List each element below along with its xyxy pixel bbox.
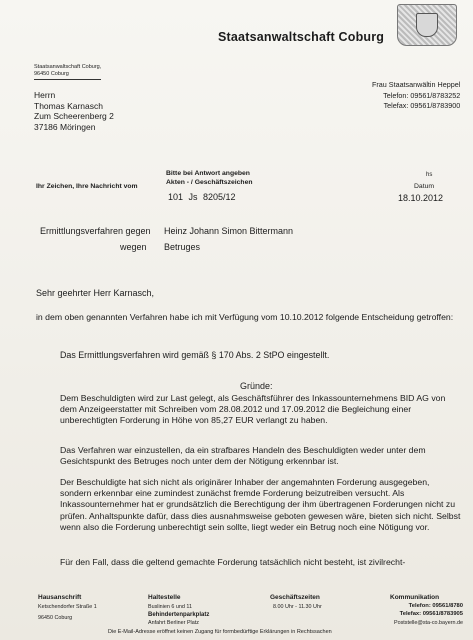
reply-reference-label xyxy=(166,170,253,187)
reasons-paragraph-1: Dem Beschuldigten wird zur Last gelegt, als Geschäftsführer des Inkassounternehmens BID AG von dem Anzeigeerstatter mit Schreiben vom 28.08.2012 und 17.09.2012 die Begleichung einer unberechtigten Forderung in Höhe von 85,27 EUR verlangt zu haben. xyxy=(60,393,446,426)
footer-stop-line: Buslinien 6 und 11 xyxy=(148,604,192,610)
return-address xyxy=(34,64,101,80)
letter-footer xyxy=(38,593,463,640)
reasons-paragraph-4: Für den Fall, dass die geltend gemachte Forderung tatsächlich nicht besteht, ist zivilrecht- xyxy=(60,557,406,567)
file-number: 101 Js 8205/12 xyxy=(168,192,236,202)
footer-stop-line: Behindertenparkplatz xyxy=(148,612,210,618)
return-address-line: Staatsanwaltschaft Coburg, xyxy=(34,64,102,70)
footer-address-line: 96450 Coburg xyxy=(38,615,73,621)
official-fax: Telefax: 09561/8783900 xyxy=(383,101,461,110)
reply-hint: Bitte bei Antwort angeben xyxy=(166,170,250,177)
recipient-salutation: Herrn xyxy=(34,90,56,100)
footer-stop-line: Anfahrt Berliner Platz xyxy=(148,620,199,626)
footer-address-line: Ketschendorfer Straße 1 xyxy=(38,604,97,610)
accused-name: Heinz Johann Simon Bittermann xyxy=(164,226,294,236)
recipient-street: Zum Scheerenberg 2 xyxy=(34,111,114,121)
decision-statement: Das Ermittlungsverfahren wird gemäß § 170 Abs. 2 StPO eingestellt. xyxy=(60,350,330,360)
offense-label: wegen xyxy=(120,242,147,252)
intro-paragraph: in dem oben genannten Verfahren habe ich mit Verfügung vom 10.10.2012 folgende Entscheidung getroffen: xyxy=(36,312,454,322)
footer-hours-line: 8.00 Uhr - 11.30 Uhr xyxy=(273,604,322,610)
letter-salutation: Sehr geehrter Herr Karnasch, xyxy=(36,288,155,298)
recipient-address xyxy=(34,90,114,132)
footer-comm-label: Kommunikation xyxy=(390,594,440,601)
return-address-line: 96450 Coburg xyxy=(34,71,69,77)
recipient-name: Thomas Karnasch xyxy=(34,100,103,111)
file-number-label: Akten - / Geschäftszeichen xyxy=(166,178,253,186)
hs-label: hs xyxy=(426,172,433,178)
footer-stop-label: Haltestelle xyxy=(148,594,181,601)
footer-comm-email: Poststelle@sta-co.bayern.de xyxy=(394,620,463,626)
reasons-heading: Gründe: xyxy=(240,381,273,391)
official-contact xyxy=(372,80,460,112)
offense-value: Betruges xyxy=(164,242,201,252)
proceeding-label: Ermittlungsverfahren gegen xyxy=(40,226,151,236)
your-reference-label: Ihr Zeichen, Ihre Nachricht vom xyxy=(36,183,138,190)
official-name: Frau Staatsanwältin Heppel xyxy=(372,80,461,89)
date-label: Datum xyxy=(414,183,435,190)
footer-comm-phone: Telefon: 09561/8780 xyxy=(408,603,463,609)
reasons-paragraph-2: Das Verfahren war einzustellen, da ein strafbares Handeln des Beschuldigten weder unter dem Gesichtspunkt des Betruges noch unter dem der Nötigung erkennbar ist. xyxy=(60,445,426,467)
letter-date: 18.10.2012 xyxy=(398,193,444,203)
footer-hours-label: Geschäftszeiten xyxy=(270,594,320,601)
reasons-paragraph-3: Der Beschuldigte hat sich nicht als originärer Inhaber der angemahnten Forderung ausgegeben, sondern erkennbar eine zumindest zunächst fremde Forderung beizutreiben versucht. Als Inkassounternehmer hat er grundsätzlich die Berechtigung der ihm übertragenen Forderungen nicht zu prüfen. Anhaltspunkte dafür, dass dies ausnahmsweise geboten gewesen wäre, bieten sich nicht. Selbst wenn also die Forderung unberechtigt sein sollte, liegt weder ein Betrug noch eine Nötigung vor. xyxy=(60,477,461,532)
footer-comm-fax: Telefax: 09561/8783905 xyxy=(399,611,463,617)
authority-title: Staatsanwaltschaft Coburg xyxy=(218,30,385,44)
recipient-city: 37186 Möringen xyxy=(34,121,96,132)
footer-email-note: Die E-Mail-Adresse eröffnet keinen Zugang für formbedürftige Erklärungen in Rechtssachen xyxy=(108,629,332,635)
bavarian-coat-of-arms-icon xyxy=(397,4,457,46)
official-phone: Telefon: 09561/8783252 xyxy=(383,90,461,100)
footer-address-label: Hausanschrift xyxy=(38,594,82,601)
